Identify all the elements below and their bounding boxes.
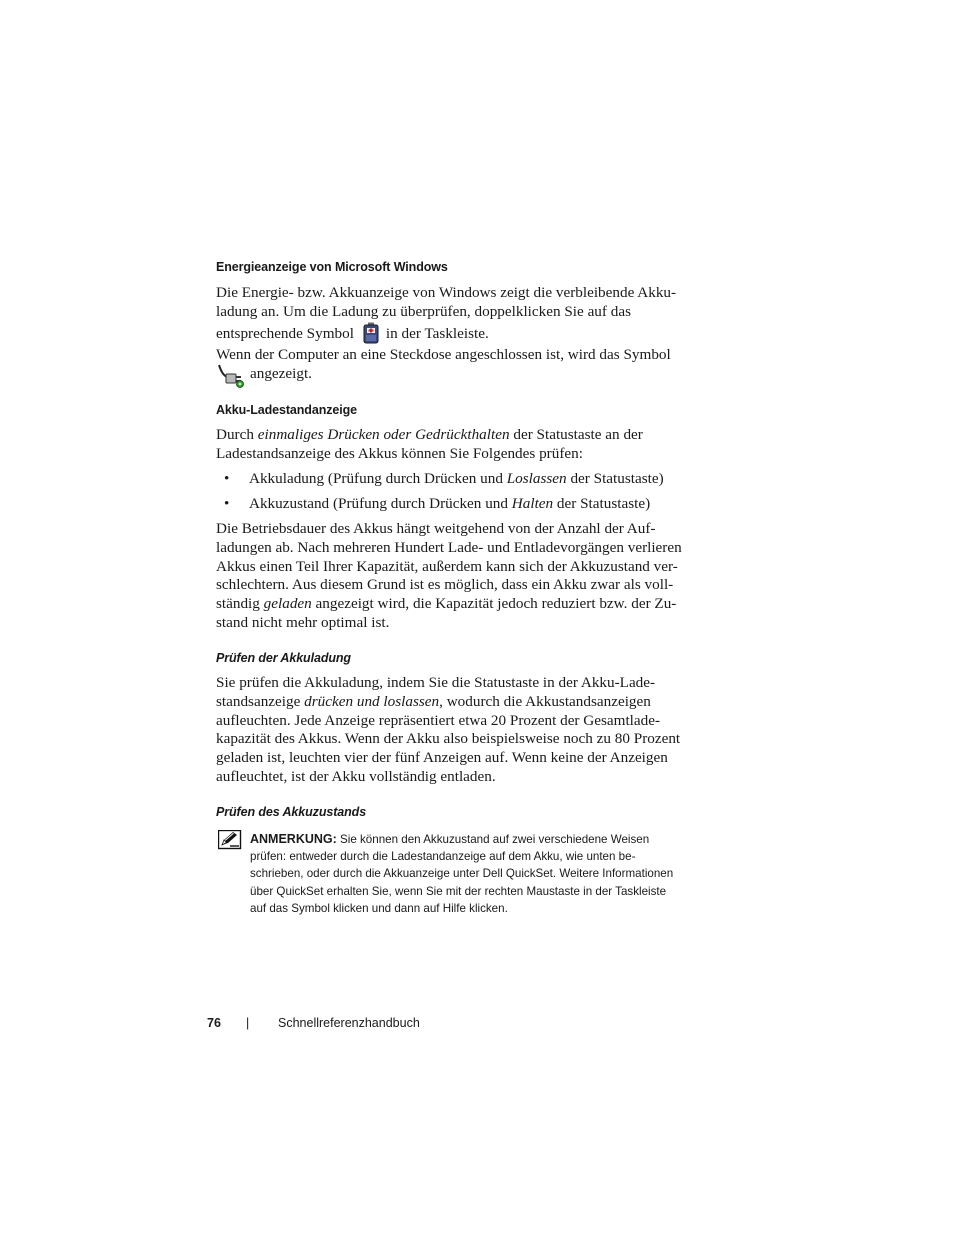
heading-energy-meter: Energieanzeige von Microsoft Windows bbox=[216, 260, 448, 274]
paragraph-battery-gauge: Durch einmaliges Drücken oder Gedrückthalten der Statustaste an der Ladestandsanzeige des Akkus können Sie Folgendes prüfen: bbox=[216, 426, 643, 462]
paragraph-check-charge: Sie prüfen die Akkuladung, indem Sie die Statustaste in der Akku-Lade- standsanzeige drücken und loslassen, wodurch die Akkustandsanzeigen aufleuchten. Jede Anzeige repräsentiert etwa 20 Prozent der Gesamtlade- kapazität des Akkus. Wenn der Akku also beispielsweise noch zu 80 Prozent geladen ist, leuchten vier der fünf Anzeigen auf. Wenn keine der Anzeigen aufleuchtet, ist der Akku vollständig entladen. bbox=[216, 674, 681, 785]
paragraph-energy-meter: Die Energie- bzw. Akkuanzeige von Windows zeigt die verbleibende Akku- ladung an. Um die Ladung zu überprüfen, doppelklicken Sie auf das entsprechende Symbol in der Taskleiste. bbox=[216, 284, 716, 349]
bullet-icon: • bbox=[224, 470, 230, 487]
footer-book-title: Schnellreferenzhandbuch bbox=[278, 1016, 420, 1030]
heading-check-charge: Prüfen der Akkuladung bbox=[216, 651, 351, 665]
note-label: ANMERKUNG: bbox=[250, 832, 337, 846]
paragraph-ac-adapter: Wenn der Computer an eine Steckdose angeschlossen ist, wird das Symbol angezeigt. bbox=[216, 346, 716, 384]
footer-separator: | bbox=[246, 1016, 250, 1030]
paragraph-battery-lifetime: Die Betriebsdauer des Akkus hängt weitgehend von der Anzahl der Auf- ladungen ab. Nach mehreren Hundert Lade- und Entladevorgängen verlieren Akkus einen Teil Ihrer Kapazität, außerdem kann sich der Akkuzustand ver- schlechtern. Aus diesem Grund ist es möglich, dass ein Akku zwar als voll- ständig geladen angezeigt wird, die Kapazität jedoch reduziert bzw. der Zu- stand nicht mehr optimal ist. bbox=[216, 520, 682, 631]
power-plug-icon bbox=[217, 363, 247, 395]
heading-battery-gauge: Akku-Ladestandanzeige bbox=[216, 403, 357, 417]
page-number: 76 bbox=[207, 1016, 221, 1030]
heading-check-health: Prüfen des Akkuzustands bbox=[216, 805, 367, 819]
note-pencil-icon bbox=[218, 830, 242, 855]
bullet-icon: • bbox=[224, 495, 230, 512]
note-text: ANMERKUNG: Sie können den Akkuzustand auf zwei verschiedene Weisen prüfen: entweder durch die Ladestandanzeige auf dem Akku, wie unten be- schrieben, oder durch die Akkuanzeige unter Dell QuickSet. Weitere Informationen über QuickSet erhalten Sie, wenn Sie mit der rechten Maustaste in der Taskleiste auf das Symbol klicken und dann auf Hilfe klicken. bbox=[250, 832, 674, 915]
